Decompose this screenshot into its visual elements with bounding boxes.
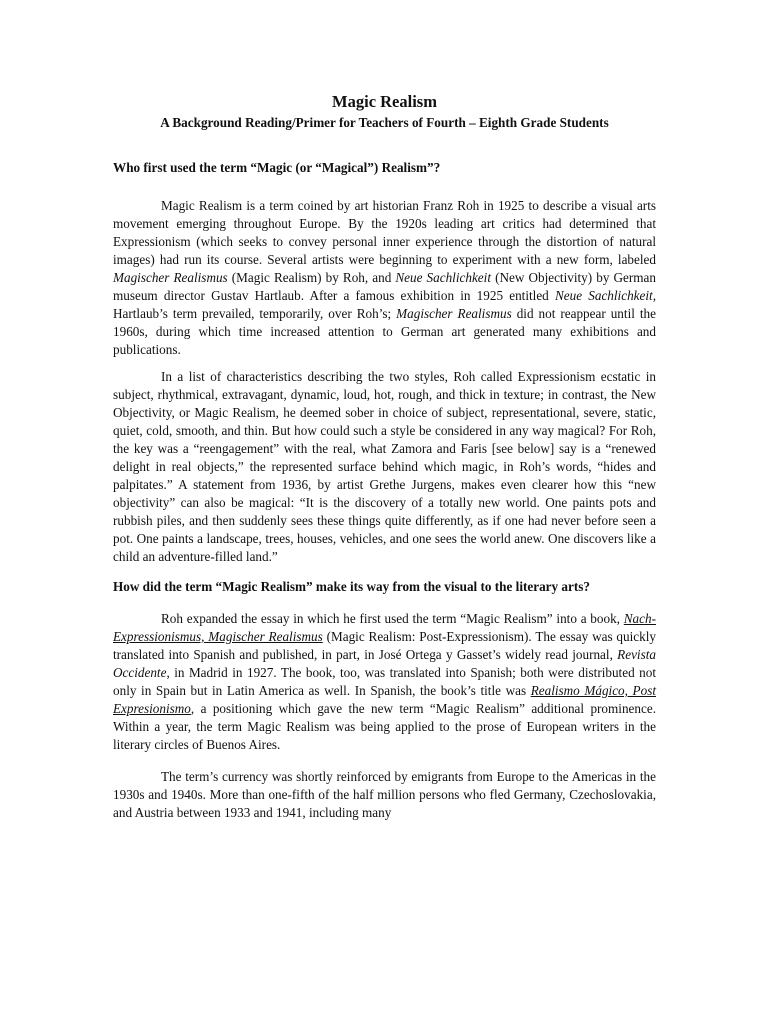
text-run: (Magic Realism: Post-Expressionism). The essay was quickly translated into Spanish and published, in part, in José Ortega y Gasset’s widely read journal, (113, 629, 656, 662)
document-subtitle: A Background Reading/Primer for Teachers of Fourth – Eighth Grade Students (160, 115, 609, 130)
text-run: Roh expanded the essay in which he first used the term “Magic Realism” into a book, (161, 611, 624, 626)
text-run: (Magic Realism) by Roh, and (227, 270, 396, 285)
underlined-book-title: Nach-Expressionismus, Magischer Realismus (113, 611, 656, 644)
paragraph-origin-term (113, 197, 656, 359)
document-page (113, 92, 656, 822)
text-run: (New Objectivity) by German museum director Gustav Hartlaub. After a famous exhibition in 1925 entitled (113, 270, 656, 303)
text-run: , in Madrid in 1927. The book, too, was translated into Spanish; both were distributed not only in Spain but in Latin America as well. In Spanish, the book’s title was (113, 665, 656, 698)
paragraph-emigrants: The term’s currency was shortly reinforced by emigrants from Europe to the Americas in the 1930s and 1940s. More than one-fifth of the half million persons who fled Germany, Czechoslovakia, and Austria between 1933 and 1941, including many (113, 769, 656, 820)
text-run: Magic Realism is a term coined by art historian Franz Roh in 1925 to describe a visual arts movement emerging throughout Europe. By the 1920s leading art critics had determined that Expressionism (which seeks to convey personal inner experience through the distortion of natural images) had run its course. Several artists were beginning to experiment with a new form, labeled (113, 198, 656, 267)
document-title: Magic Realism (332, 92, 437, 111)
paragraph-characteristics: In a list of characteristics describing the two styles, Roh called Expressionism ecstatic in subject, rhythmical, extravagant, dynamic, loud, hot, rough, and thick in texture; in contrast, the New Objectivity, or Magic Realism, he deemed sober in choice of subject, representational, severe, static, quiet, cold, smooth, and thin. But how could such a style be considered in any way magical? For Roh, the key was a “reengagement” with the real, what Zamora and Faris [see below] say is a “renewed delight in real objects,” the represented surface behind which magic, in Roh’s words, “hides and palpitates.” A statement from 1936, by artist Grethe Jurgens, makes even clearer how this “new objectivity” can also be magical: “It is the discovery of a totally new world. One paints pots and rubbish piles, and then suddenly sees these things quite differently, as if one had never before seen a pot. One paints a landscape, trees, houses, vehicles, and one sees the world anew. One discovers like a child an adventure-filled land.” (113, 369, 656, 564)
text-run: , a positioning which gave the new term “Magic Realism” additional prominence. Within a year, the term Magic Realism was being applied to the prose of European writers in the literary circles of Buenos Aires. (113, 701, 656, 752)
italic-term: Magischer Realismus (396, 306, 512, 321)
italic-term: Neue Sachlichkeit, (554, 288, 656, 303)
text-run: did not reappear until the 1960s, during which time increased attention to German art generated many exhibitions and publications. (113, 306, 656, 357)
underlined-book-title: Realismo Mágico, Post Expresionismo (113, 683, 656, 716)
paragraph-book-translation (113, 610, 656, 754)
italic-term: Neue Sachlichkeit (395, 270, 491, 285)
italic-term: Magischer Realismus (113, 270, 228, 285)
section-question-literary: How did the term “Magic Realism” make its way from the visual to the literary arts? (113, 579, 590, 594)
italic-journal-title: Revista Occidente (113, 647, 656, 680)
text-run: Hartlaub’s term prevailed, temporarily, over Roh’s; (113, 306, 397, 321)
section-question-origin: Who first used the term “Magic (or “Magical”) Realism”? (113, 160, 441, 175)
